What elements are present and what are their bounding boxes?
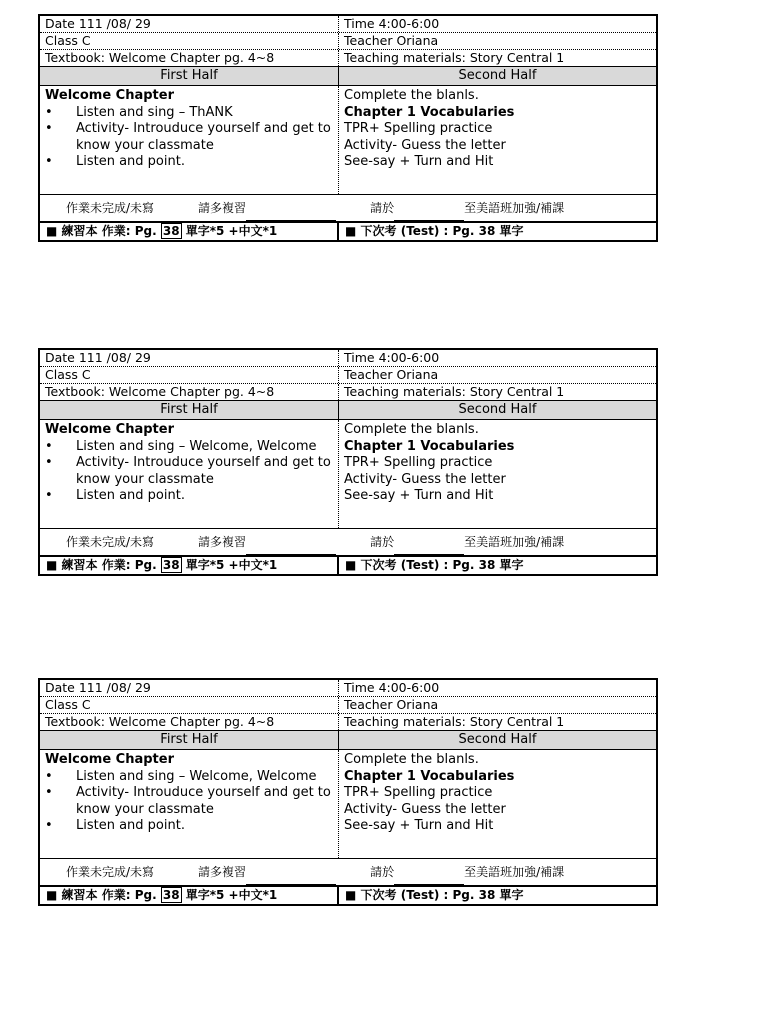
list-item: • Listen and sing – Welcome, Welcome: [45, 439, 334, 456]
hw-on: 請於: [370, 201, 395, 215]
hw-review: 請多複習: [198, 201, 247, 215]
homework-row: [40, 195, 656, 223]
right-line: Chapter 1 Vocabularies: [344, 104, 515, 120]
time-field: Time 4:00-6:00: [344, 350, 440, 365]
date-time-row: [40, 16, 656, 33]
class-field: Class C: [40, 33, 339, 49]
hw-incomplete: 作業未完成/未寫: [66, 201, 155, 215]
left-activity-list: [45, 769, 334, 835]
date-blank[interactable]: [394, 195, 464, 221]
lesson-card-2: [38, 348, 658, 576]
right-line: Complete the blanls.: [344, 752, 479, 767]
class-teacher-row: [40, 697, 656, 714]
test-assignment: ■ 下次考 (Test) : Pg. 38 單字: [345, 888, 524, 902]
second-half-content: [339, 420, 656, 528]
left-activity-list: [45, 105, 334, 171]
right-line: Activity- Guess the letter: [344, 471, 506, 487]
textbook-row: [40, 714, 656, 731]
right-line: Complete the blanls.: [344, 422, 479, 437]
hw-makeup: 至美語班加強/補課: [464, 201, 565, 215]
list-item: • Listen and point.: [45, 818, 334, 835]
textbook-field: Textbook: Welcome Chapter pg. 4~8: [40, 384, 339, 400]
first-half-content: [40, 420, 339, 528]
halves-header: [40, 731, 656, 750]
right-line: Activity- Guess the letter: [344, 137, 506, 153]
left-title: Welcome Chapter: [45, 752, 174, 767]
hw-review: 請多複習: [198, 535, 247, 549]
list-item: • Listen and point.: [45, 488, 334, 505]
date-time-row: [40, 350, 656, 367]
hw-on: 請於: [370, 535, 395, 549]
lesson-card-3: [38, 678, 658, 906]
list-item: • Listen and sing – Welcome, Welcome: [45, 769, 334, 786]
list-item: • Activity- Introuduce yourself and get to know your classmate: [45, 121, 334, 154]
hw-review: 請多複習: [198, 865, 247, 879]
teacher-field: Teacher Oriana: [344, 367, 439, 382]
list-item: • Listen and point.: [45, 154, 334, 171]
list-item: • Listen and sing – ThANK: [45, 105, 334, 122]
left-activity-list: [45, 439, 334, 505]
homework-row: [40, 529, 656, 557]
lesson-body: [40, 420, 656, 529]
textbook-row: [40, 384, 656, 401]
time-field: Time 4:00-6:00: [344, 16, 440, 31]
left-title: Welcome Chapter: [45, 88, 174, 103]
homework-row: [40, 859, 656, 887]
second-half-label: Second Half: [458, 732, 537, 747]
date-blank[interactable]: [394, 859, 464, 885]
list-item: • Activity- Introuduce yourself and get to know your classmate: [45, 785, 334, 818]
second-half-content: [339, 750, 656, 858]
first-half-content: [40, 86, 339, 194]
teacher-field: Teacher Oriana: [344, 697, 439, 712]
page-number: 38: [162, 224, 180, 238]
materials-field: Teaching materials: Story Central 1: [344, 714, 565, 729]
lesson-body: [40, 750, 656, 859]
date-time-row: [40, 680, 656, 697]
class-field: Class C: [40, 697, 339, 713]
right-line: Chapter 1 Vocabularies: [344, 438, 515, 454]
date-field: Date 111 /08/ 29: [40, 16, 339, 32]
date-field: Date 111 /08/ 29: [40, 350, 339, 366]
lesson-body: [40, 86, 656, 195]
review-blank[interactable]: [246, 529, 336, 555]
left-title: Welcome Chapter: [45, 422, 174, 437]
textbook-row: [40, 50, 656, 67]
class-teacher-row: [40, 33, 656, 50]
second-half-label: Second Half: [458, 402, 537, 417]
workbook-assignment: ■ 練習本 作業: Pg. 38 單字*5 +中文*1: [40, 887, 339, 904]
review-blank[interactable]: [246, 859, 336, 885]
right-line: See-say + Turn and Hit: [344, 818, 494, 833]
teacher-field: Teacher Oriana: [344, 33, 439, 48]
assignment-row: [40, 557, 656, 574]
first-half-label: First Half: [40, 731, 339, 749]
halves-header: [40, 401, 656, 420]
right-line: See-say + Turn and Hit: [344, 488, 494, 503]
test-assignment: ■ 下次考 (Test) : Pg. 38 單字: [345, 224, 524, 238]
lesson-card-1: [38, 14, 658, 242]
workbook-assignment: ■ 練習本 作業: Pg. 38 單字*5 +中文*1: [40, 223, 339, 240]
page-number: 38: [162, 558, 180, 572]
right-line: Activity- Guess the letter: [344, 801, 506, 817]
materials-field: Teaching materials: Story Central 1: [344, 50, 565, 65]
class-field: Class C: [40, 367, 339, 383]
materials-field: Teaching materials: Story Central 1: [344, 384, 565, 399]
date-blank[interactable]: [394, 529, 464, 555]
workbook-assignment: ■ 練習本 作業: Pg. 38 單字*5 +中文*1: [40, 557, 339, 574]
date-field: Date 111 /08/ 29: [40, 680, 339, 696]
test-assignment: ■ 下次考 (Test) : Pg. 38 單字: [345, 558, 524, 572]
halves-header: [40, 67, 656, 86]
hw-incomplete: 作業未完成/未寫: [66, 865, 155, 879]
hw-makeup: 至美語班加強/補課: [464, 535, 565, 549]
textbook-field: Textbook: Welcome Chapter pg. 4~8: [40, 50, 339, 66]
second-half-content: [339, 86, 656, 194]
assignment-row: [40, 223, 656, 240]
hw-incomplete: 作業未完成/未寫: [66, 535, 155, 549]
textbook-field: Textbook: Welcome Chapter pg. 4~8: [40, 714, 339, 730]
right-line: See-say + Turn and Hit: [344, 154, 494, 169]
second-half-label: Second Half: [458, 68, 537, 83]
right-line: Complete the blanls.: [344, 88, 479, 103]
right-line: TPR+ Spelling practice: [344, 785, 493, 800]
first-half-content: [40, 750, 339, 858]
first-half-label: First Half: [40, 401, 339, 419]
class-teacher-row: [40, 367, 656, 384]
time-field: Time 4:00-6:00: [344, 680, 440, 695]
first-half-label: First Half: [40, 67, 339, 85]
list-item: • Activity- Introuduce yourself and get to know your classmate: [45, 455, 334, 488]
right-line: TPR+ Spelling practice: [344, 121, 493, 136]
right-line: Chapter 1 Vocabularies: [344, 768, 515, 784]
assignment-row: [40, 887, 656, 904]
hw-makeup: 至美語班加強/補課: [464, 865, 565, 879]
review-blank[interactable]: [246, 195, 336, 221]
right-line: TPR+ Spelling practice: [344, 455, 493, 470]
page-number: 38: [162, 888, 180, 902]
hw-on: 請於: [370, 865, 395, 879]
